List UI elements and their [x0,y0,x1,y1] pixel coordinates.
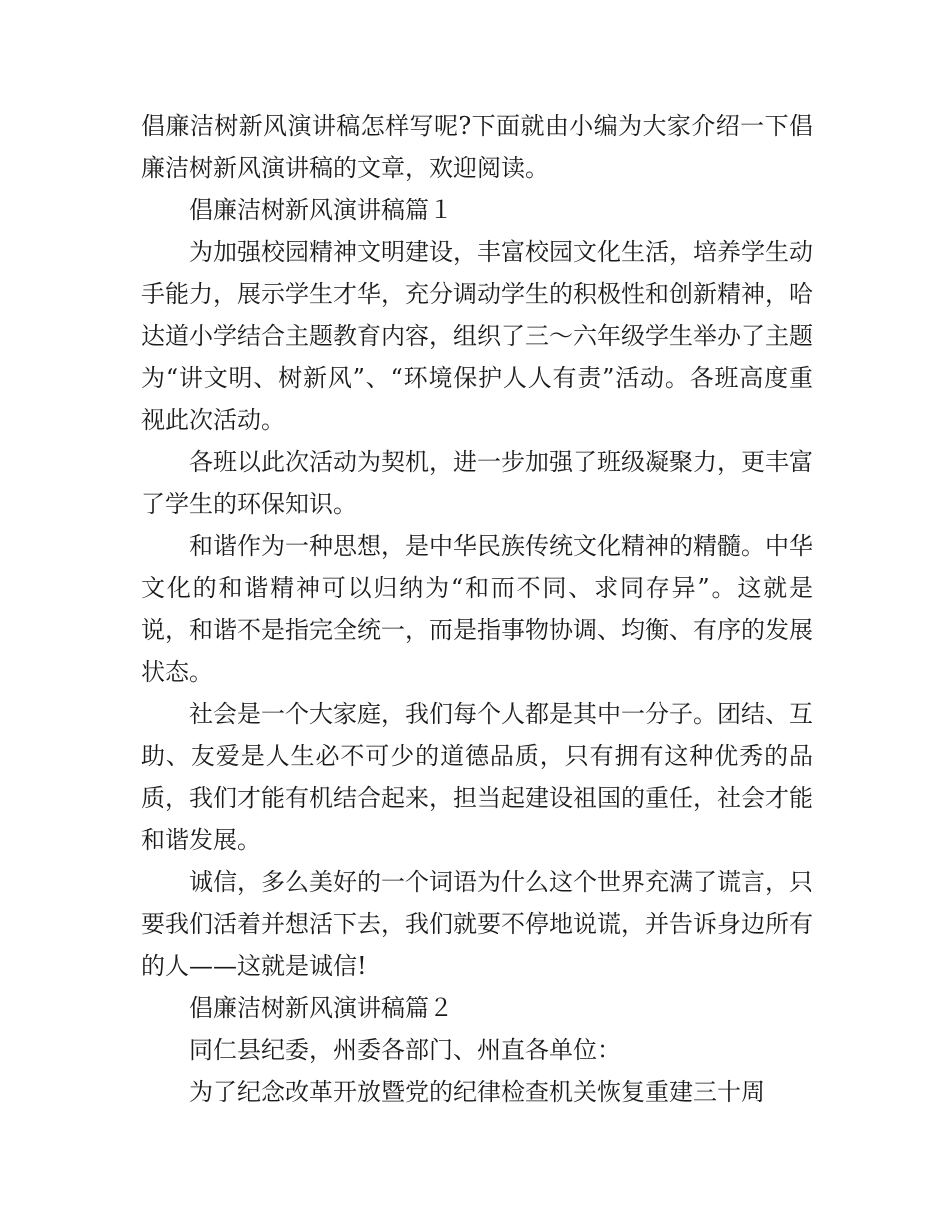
body-paragraph: 和谐作为一种思想，是中华民族传统文化精神的精髓。中华文化的和谐精神可以归纳为“和而不同、求同存异”。这就是说，和谐不是指完全统一，而是指事物协调、均衡、有序的发展状态。 [141,532,813,686]
salutation-paragraph: 同仁县纪委，州委各部门、州直各单位： [189,1036,621,1064]
section-heading-2: 倡廉洁树新风演讲稿篇２ [189,994,453,1022]
body-paragraph: 诚信，多么美好的一个词语为什么这个世界充满了谎言，只要我们活着并想活下去，我们就要不停地说谎，并告诉身边所有的人——这就是诚信! [141,868,813,980]
body-paragraph: 社会是一个大家庭，我们每个人都是其中一分子。团结、互助、友爱是人生必不可少的道德品质，只有拥有这种优秀的品质，我们才能有机结合起来，担当起建设祖国的重任，社会才能和谐发展。 [141,700,813,854]
body-paragraph: 为加强校园精神文明建设，丰富校园文化生活，培养学生动手能力，展示学生才华，充分调动学生的积极性和创新精神，哈达道小学结合主题教育内容，组织了三～六年级学生举办了主题为“讲文明、树新风”、“环境保护人人有责”活动。各班高度重视此次活动。 [141,238,813,434]
section-heading-1: 倡廉洁树新风演讲稿篇１ [189,196,453,224]
intro-paragraph: 倡廉洁树新风演讲稿怎样写呢?下面就由小编为大家介绍一下倡廉洁树新风演讲稿的文章，欢迎阅读。 [141,112,813,182]
body-paragraph: 各班以此次活动为契机，进一步加强了班级凝聚力，更丰富了学生的环保知识。 [141,448,813,518]
document-body [141,105,813,1113]
body-paragraph: 为了纪念改革开放暨党的纪律检查机关恢复重建三十周 [189,1078,765,1106]
